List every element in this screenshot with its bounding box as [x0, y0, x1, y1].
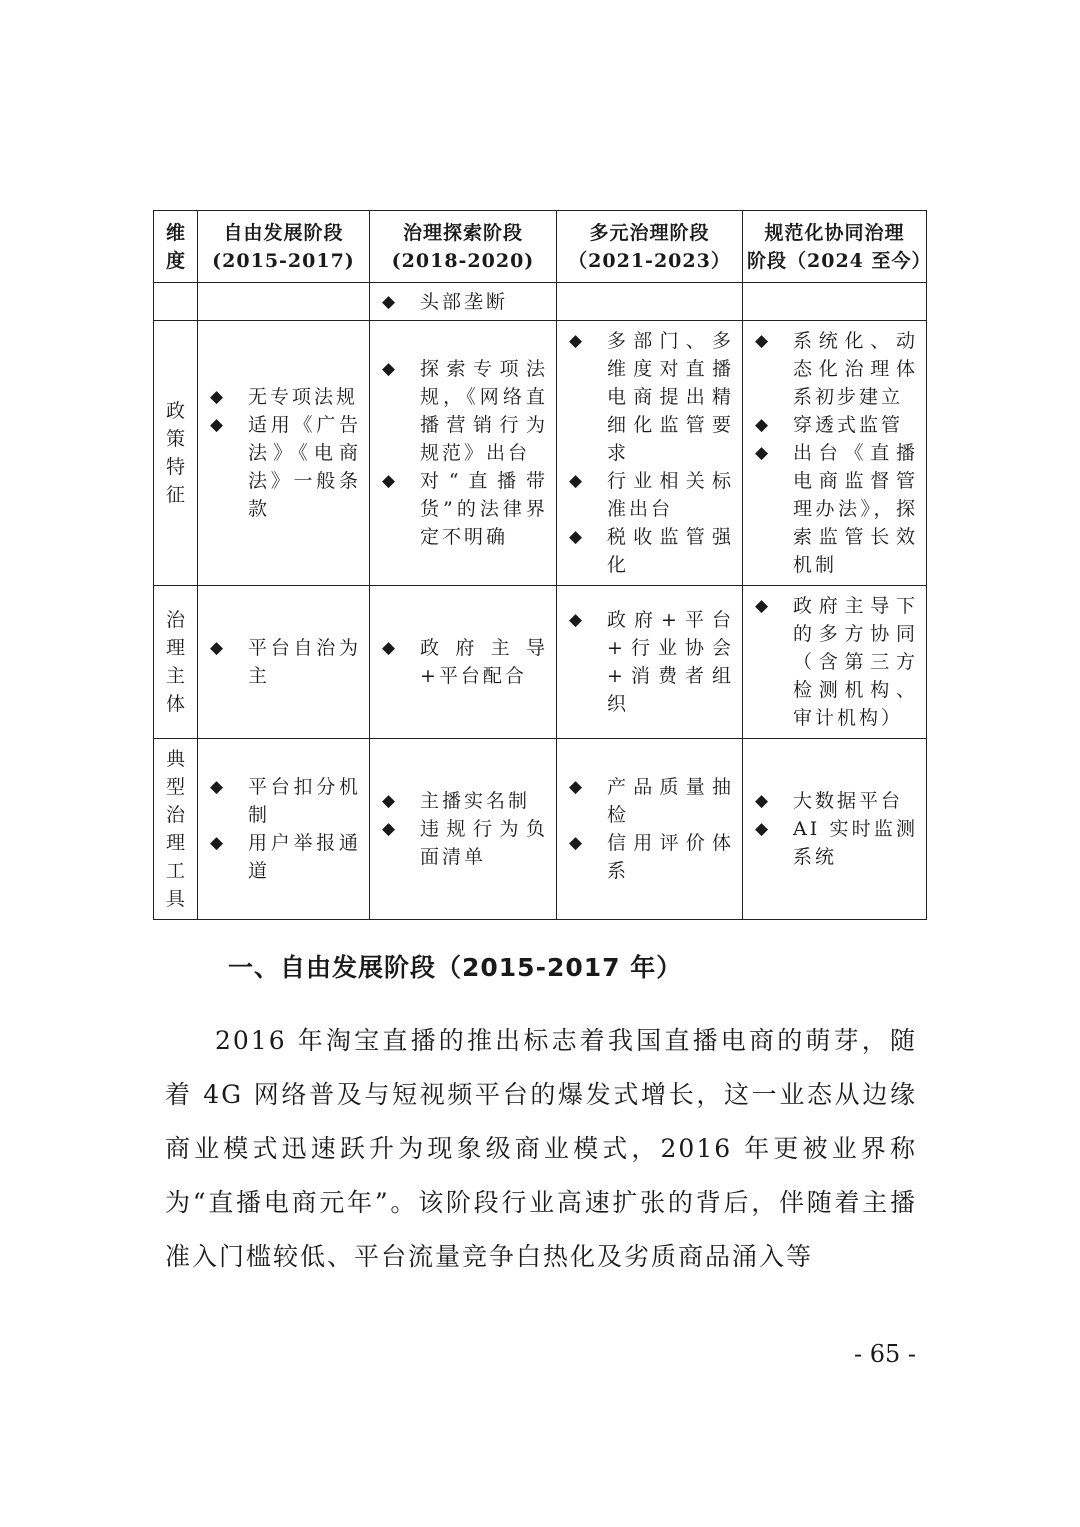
header-stage-free-development: 自由发展阶段 (2015-2017) — [198, 211, 370, 283]
list-item: ◆ 探索专项法规，《网络直播营销行为规范》出台 — [378, 355, 548, 467]
table-row-continuation — [154, 283, 927, 321]
table-cell — [743, 586, 927, 739]
list-item: ◆ 无专项法规 — [206, 383, 361, 411]
table-cell — [370, 739, 557, 920]
table-cell — [370, 321, 557, 586]
body-paragraph: 2016 年淘宝直播的推出标志着我国直播电商的萌芽，随着 4G 网络普及与短视频平台的爆发式增长，这一业态从边缘商业模式迅速跃升为现象级商业模式，2016 年更被业界称为“直播电商元年”。该阶段行业高速扩张的背后，伴随着主播准入门槛较低、平台流量竞争白热化及劣质商品涌入等 — [165, 1026, 917, 1271]
table-cell — [370, 586, 557, 739]
list-item: ◆ 政府+平台+行业协会+消费者组织 — [565, 606, 734, 718]
list-item: ◆ 平台扣分机制 — [206, 773, 361, 829]
list-item: ◆ 信用评价体系 — [565, 829, 734, 885]
table-cell — [370, 283, 557, 321]
list-item: ◆ 用户举报通道 — [206, 829, 361, 885]
table-cell — [557, 321, 743, 586]
list-item: ◆ 多部门、多维度对直播电商提出精细化监管要求 — [565, 327, 734, 467]
list-item: ◆ 产品质量抽检 — [565, 773, 734, 829]
header-stage-normalized: 规范化协同治理 阶段（2024 至今） — [743, 211, 927, 283]
table-cell — [154, 283, 198, 321]
table-cell — [743, 739, 927, 920]
list-item: ◆ 头部垄断 — [378, 288, 548, 316]
table-cell — [198, 586, 370, 739]
list-item: ◆ 穿透式监管 — [751, 411, 918, 439]
table-row-policy — [154, 321, 927, 586]
list-item: ◆ 适用《广告法》《电商法》一般条款 — [206, 411, 361, 523]
row-dimension-typical-tools: 典型治理工具 — [154, 739, 198, 920]
list-item: ◆ 行业相关标准出台 — [565, 467, 734, 523]
governance-stages-table — [153, 210, 932, 920]
list-item: ◆ 出台《直播电商监督管理办法》，探索监管长效机制 — [751, 439, 918, 579]
list-item: ◆ 主播实名制 — [378, 787, 548, 815]
table-row-typical-tools — [154, 739, 927, 920]
list-item: ◆ 大数据平台 — [751, 787, 918, 815]
list-item: ◆ 税收监管强化 — [565, 523, 734, 579]
page-number: - 65 - — [853, 1340, 916, 1368]
list-item: ◆ 对“直播带货”的法律界定不明确 — [378, 467, 548, 551]
table-row-governance-subject — [154, 586, 927, 739]
table-cell — [198, 321, 370, 586]
table-cell — [198, 739, 370, 920]
table-cell — [557, 586, 743, 739]
table-cell — [557, 283, 743, 321]
row-dimension-governance-subject: 治理主体 — [154, 586, 198, 739]
table-header-row — [154, 211, 927, 283]
table-cell — [743, 321, 927, 586]
header-stage-diversified: 多元治理阶段 （2021-2023） — [557, 211, 743, 283]
table-cell — [557, 739, 743, 920]
list-item: ◆ AI 实时监测系统 — [751, 815, 918, 871]
header-dimension: 维度 — [154, 211, 198, 283]
table-cell — [198, 283, 370, 321]
list-item: ◆ 政府主导+平台配合 — [378, 634, 548, 690]
row-dimension-policy: 政策特征 — [154, 321, 198, 586]
section-heading: 一、自由发展阶段（2015-2017 年） — [228, 953, 683, 982]
list-item: ◆ 系统化、动态化治理体系初步建立 — [751, 327, 918, 411]
list-item: ◆ 平台自治为主 — [206, 634, 361, 690]
list-item: ◆ 政府主导下的多方协同（含第三方检测机构、审计机构） — [751, 592, 918, 732]
list-item: ◆ 违规行为负面清单 — [378, 815, 548, 871]
header-stage-exploration: 治理探索阶段 (2018-2020) — [370, 211, 557, 283]
table-cell — [743, 283, 927, 321]
